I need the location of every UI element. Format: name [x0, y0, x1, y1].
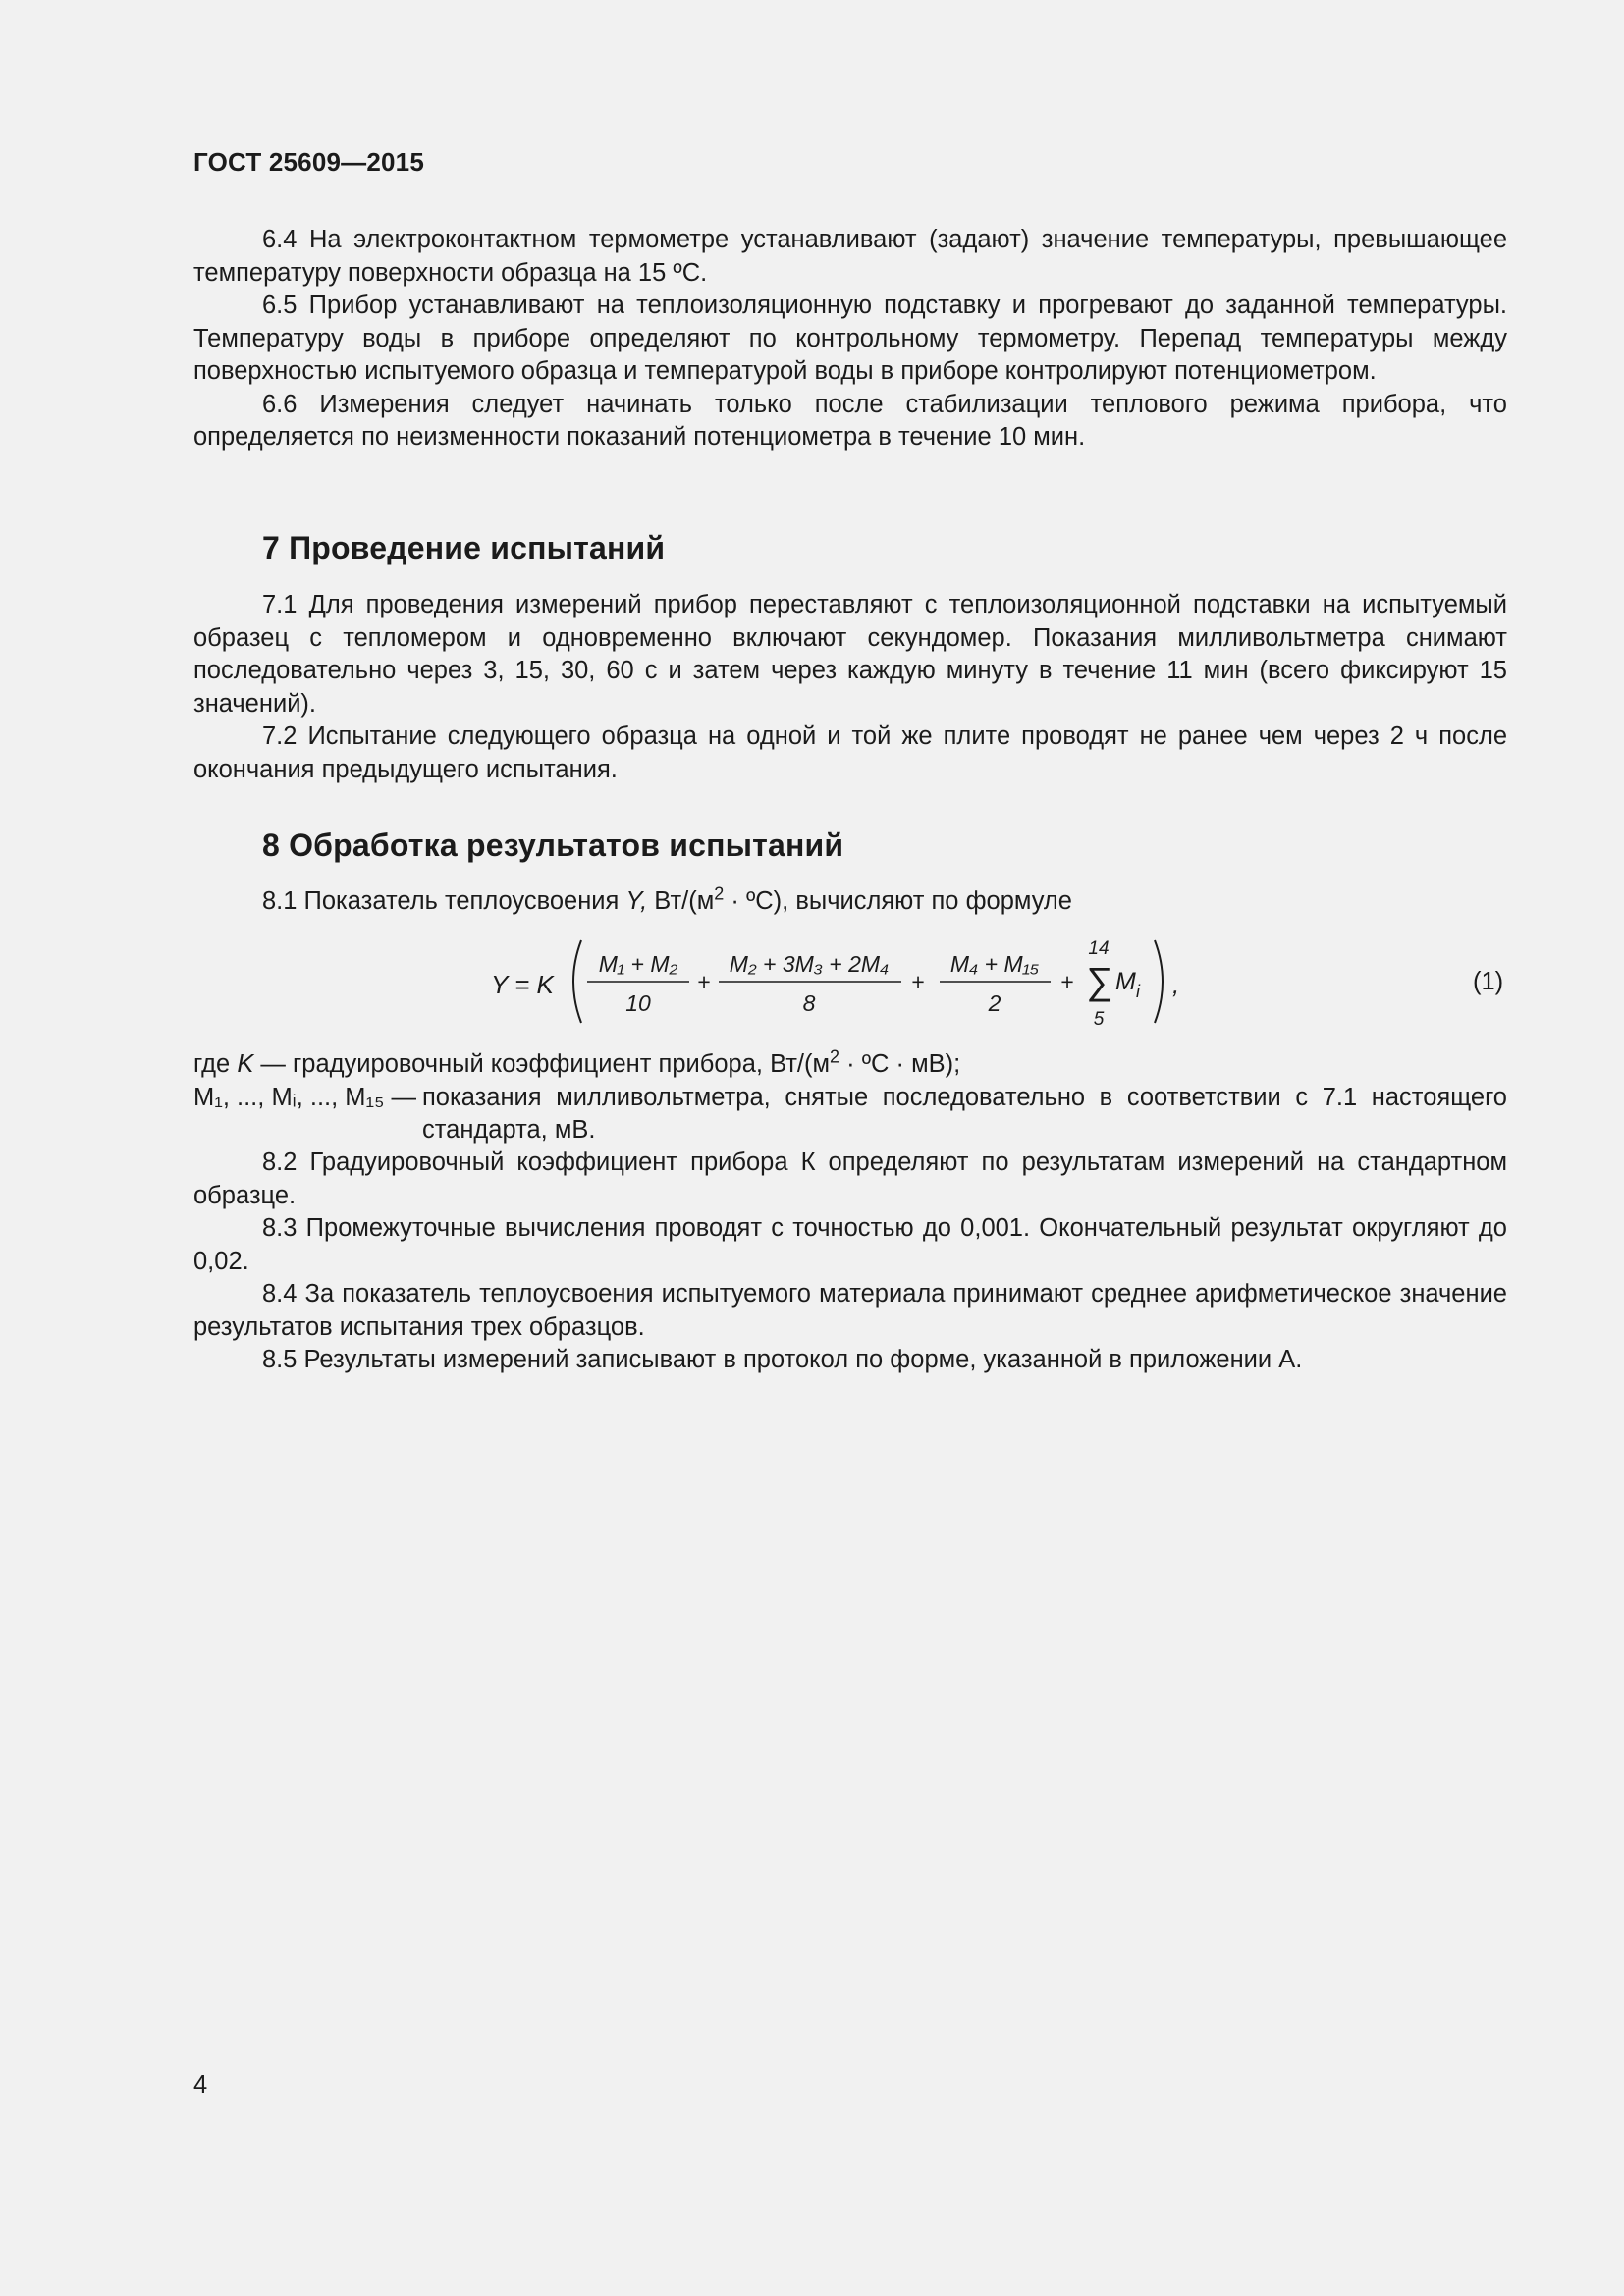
- formula-tail: ,: [1172, 970, 1180, 999]
- formula-lhs: Y = K: [491, 970, 554, 999]
- plus-3: +: [1060, 969, 1074, 994]
- fraction-1-numerator: M₁ + M₂: [598, 951, 678, 977]
- legend-k: [193, 1048, 1507, 1082]
- plus-1: +: [697, 969, 711, 994]
- formula-intro-unit-tail: · ºС), вычисляют по формуле: [724, 887, 1072, 915]
- right-paren: [1155, 940, 1163, 1023]
- formula-1: [491, 933, 1198, 1031]
- formula-intro-var: Y,: [625, 887, 648, 915]
- formula-intro-text: 8.1 Показатель теплоусвоения: [262, 887, 626, 915]
- legend-k-tail: · ºС · мВ);: [839, 1050, 961, 1078]
- legend-k-prefix: где: [193, 1050, 238, 1078]
- paragraph-8-2: 8.2 Градуировочный коэффициент прибора К определяют по результатам измерений на стандартном образце.: [193, 1148, 1507, 1209]
- equation-number: (1): [1473, 968, 1504, 995]
- legend-m-definition: показания милливольтметра, снятые последовательно в соответствии с 7.1 настоящего стандарта, мВ.: [422, 1083, 1507, 1144]
- legend-k-sup: 2: [830, 1046, 840, 1067]
- legend-k-var: K: [237, 1050, 254, 1078]
- paragraph-6-6: 6.6 Измерения следует начинать только после стабилизации теплового режима прибора, что определяется по неизменности показаний потенциометра в течение 10 мин.: [193, 390, 1507, 451]
- paragraph-6-4: 6.4 На электроконтактном термометре устанавливают (задают) значение температуры, превышающее температуру поверхности образца на 15 ºС.: [193, 226, 1507, 287]
- sum-lower-limit: 5: [1093, 1009, 1105, 1030]
- sum-term: M: [1115, 968, 1136, 995]
- sigma-icon: ∑: [1085, 961, 1112, 1002]
- paragraph-8-4: 8.4 За показатель теплоусвоения испытуемого материала принимают среднее арифметическое значение результатов испытания трех образцов.: [193, 1280, 1507, 1341]
- section-7-text: [193, 589, 1507, 786]
- plus-2: +: [911, 969, 925, 994]
- fraction-3-numerator: M₄ + M₁₅: [949, 951, 1040, 977]
- formula-legend: [193, 1048, 1507, 1148]
- formula-intro-unit-sup: 2: [714, 883, 725, 904]
- section-8-text: [193, 1147, 1507, 1377]
- section-8-title: 8 Обработка результатов испытаний: [262, 828, 844, 863]
- fraction-3-denominator: 2: [988, 990, 1001, 1016]
- legend-m: [193, 1082, 1507, 1148]
- page-number: 4: [193, 2071, 208, 2099]
- left-paren: [573, 940, 581, 1023]
- paragraph-6-5: 6.5 Прибор устанавливают на теплоизоляционную подставку и прогревают до заданной температуры. Температуру воды в приборе определяют по контрольному термометру. Перепад температуры между поверхностью испытуемого образца и температурой воды в приборе контролируют потенциометром.: [193, 292, 1507, 385]
- legend-k-text: — градуировочный коэффициент прибора, Вт/(м: [253, 1050, 831, 1078]
- paragraph-8-5: 8.5 Результаты измерений записывают в протокол по форме, указанной в приложении А.: [262, 1346, 1303, 1373]
- sum-upper-limit: 14: [1088, 938, 1110, 959]
- fraction-1-denominator: 10: [625, 990, 651, 1016]
- paragraph-7-1: 7.1 Для проведения измерений прибор переставляют с теплоизоляционной подставки на испытуемый образец с тепломером и одновременно включают секундомер. Показания милливольтметра снимают последовательно через 3, 15, 30, 60 с и затем через каждую минуту в течение 11 мин (всего фиксируют 15 значений).: [193, 591, 1507, 718]
- fraction-2-numerator: M₂ + 3M₃ + 2M₄: [729, 951, 890, 977]
- sum-index: i: [1136, 982, 1140, 1001]
- legend-m-term: M₁, ..., Mᵢ, ..., M₁₅ —: [193, 1083, 416, 1111]
- paragraph-7-2: 7.2 Испытание следующего образца на одной и той же плите проводят не ранее чем через 2 ч после окончания предыдущего испытания.: [193, 722, 1507, 783]
- section-7-title: 7 Проведение испытаний: [262, 530, 666, 565]
- fraction-2-denominator: 8: [802, 990, 816, 1016]
- formula-intro-unit: Вт/(м: [647, 887, 715, 915]
- document-header: ГОСТ 25609—2015: [193, 147, 424, 177]
- formula-intro: [262, 885, 1072, 919]
- paragraph-8-3: 8.3 Промежуточные вычисления проводят с точностью до 0,001. Окончательный результат округляют до 0,02.: [193, 1214, 1507, 1275]
- section-6-text: [193, 224, 1507, 454]
